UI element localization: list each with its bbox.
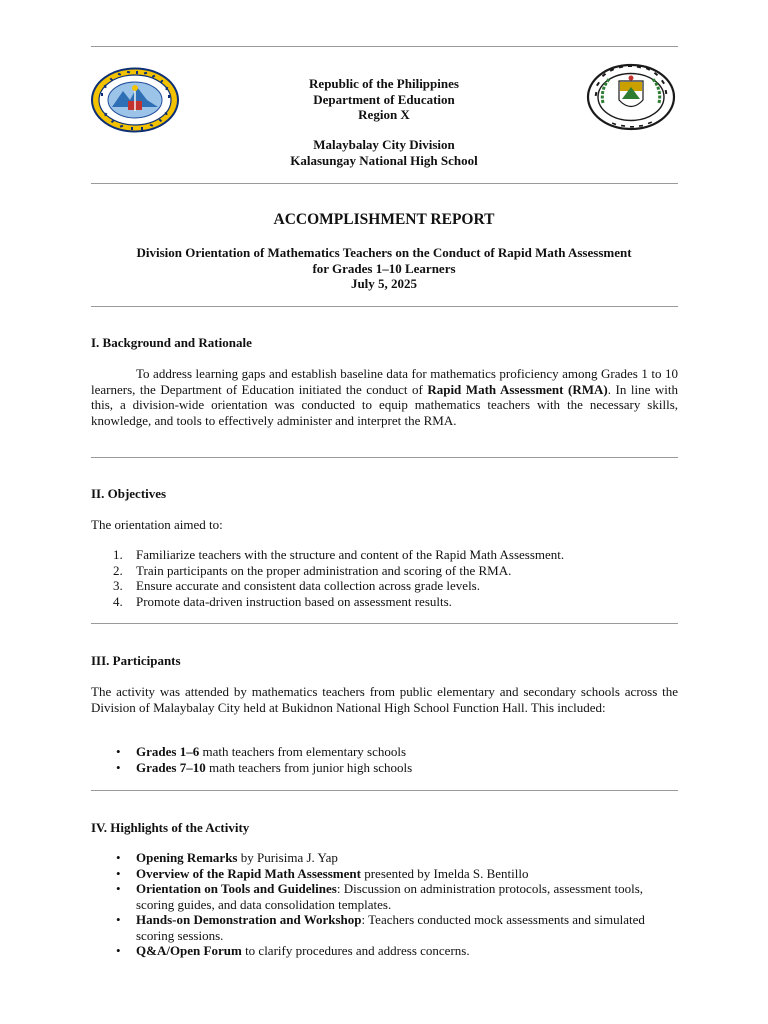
highlight-title: Overview of the Rapid Math Assessment <box>136 865 361 881</box>
section-rule-1 <box>91 457 678 458</box>
top-rule <box>91 46 678 47</box>
section-heading-objectives: II. Objectives <box>91 486 167 501</box>
header-republic: Republic of the Philippines <box>309 76 459 91</box>
background-text-end: . In line with this, a division-wide orientation was conducted to equip mathematics teachers with the necessary skills, knowledge, and tools to effectively administer and interpret the RMA. <box>91 381 678 428</box>
objective-text: Familiarize teachers with the structure and content of the Rapid Math Assessment. <box>136 547 565 562</box>
section-heading-participants: III. Participants <box>91 653 181 668</box>
header-division: Malaybalay City Division <box>313 137 455 152</box>
report-date: July 5, 2025 <box>350 276 418 291</box>
bullet-icon: • <box>116 759 121 775</box>
objective-text: Ensure accurate and consistent data collection across grade levels. <box>136 578 480 593</box>
highlight-text: to clarify procedures and address concerns. <box>241 943 470 958</box>
objectives-intro: The orientation aimed to: <box>91 517 223 532</box>
list-item <box>91 594 678 610</box>
list-item <box>91 850 678 866</box>
title-rule <box>91 306 678 307</box>
header-rule <box>91 183 678 184</box>
list-item <box>91 563 678 579</box>
objective-text: Train participants on the proper administration and scoring of the RMA. <box>136 562 512 578</box>
highlight-title: Orientation on Tools and Guidelines <box>136 881 337 896</box>
highlight-text: presented by Imelda S. Bentillo <box>360 865 529 881</box>
list-number: 2. <box>113 562 123 578</box>
report-title: ACCOMPLISHMENT REPORT <box>273 211 495 228</box>
section-rule-3 <box>91 790 678 791</box>
participant-text: math teachers from elementary schools <box>199 744 407 759</box>
bullet-icon: • <box>116 943 121 958</box>
list-item <box>91 943 678 959</box>
header-school: Kalasungay National High School <box>290 152 478 168</box>
bullet-icon: • <box>116 744 121 759</box>
list-item <box>91 881 678 912</box>
header-department: Department of Education <box>313 91 455 107</box>
participants-intro: The activity was attended by mathematics teachers from public elementary and secondary schools across the Division of Malaybalay City held at Bukidnon National High School Function Hall. This included: <box>91 684 678 715</box>
report-subtitle-line2: for Grades 1–10 Learners <box>312 260 456 276</box>
background-text-start: To address learning gaps and establish baseline data for mathematics proficiency among Grades 1 to 10 learners, the Department of Education initiated the conduct of <box>91 366 678 397</box>
highlight-text: : Teachers conducted mock assessments and simulated scoring sessions. <box>136 912 645 943</box>
highlight-text: by Purisima J. Yap <box>237 850 338 865</box>
background-paragraph <box>91 366 678 428</box>
list-item <box>91 744 678 760</box>
list-number: 4. <box>113 593 123 609</box>
participant-text: math teachers from junior high schools <box>205 759 413 775</box>
highlight-title: Hands-on Demonstration and Workshop <box>136 912 362 927</box>
list-item <box>91 760 678 776</box>
list-item <box>91 912 678 943</box>
objective-text: Promote data-driven instruction based on assessment results. <box>136 593 452 609</box>
highlights-list <box>91 850 678 959</box>
highlight-title: Q&A/Open Forum <box>136 943 242 958</box>
list-number: 3. <box>113 578 123 593</box>
section-heading-highlights: IV. Highlights of the Activity <box>91 820 250 835</box>
participants-list <box>91 744 678 775</box>
list-item <box>91 866 678 882</box>
highlight-title: Opening Remarks <box>136 850 238 865</box>
header-region: Region X <box>358 107 410 122</box>
bullet-icon: • <box>116 881 121 896</box>
section-heading-background: I. Background and Rationale <box>91 335 252 350</box>
bullet-icon: • <box>116 912 121 927</box>
bullet-icon: • <box>116 865 121 881</box>
bullet-icon: • <box>116 850 121 865</box>
highlight-text: : Discussion on administration protocols, assessment tools, scoring guides, and data consolidation templates. <box>136 881 644 912</box>
report-subtitle-line1: Division Orientation of Mathematics Teachers on the Conduct of Rapid Math Assessment <box>136 245 632 260</box>
list-number: 1. <box>113 547 123 562</box>
grade-group: Grades 1–6 <box>136 744 200 759</box>
list-item <box>91 578 678 594</box>
section-rule-2 <box>91 623 678 624</box>
rma-term: Rapid Math Assessment (RMA) <box>427 381 608 397</box>
grade-group: Grades 7–10 <box>136 759 206 775</box>
objectives-list <box>91 547 678 609</box>
list-item <box>91 547 678 563</box>
